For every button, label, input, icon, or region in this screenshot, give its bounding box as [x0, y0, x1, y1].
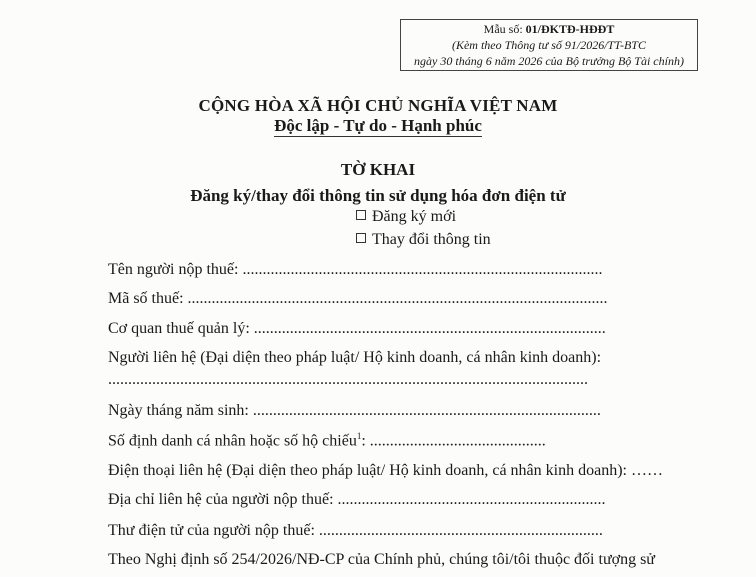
- field-tax-authority[interactable]: Cơ quan thuế quản lý: ........................................................................................: [108, 320, 606, 337]
- field-contact-phone[interactable]: Điện thoại liên hệ (Đại diện theo pháp luật/ Hộ kinh doanh, cá nhân kinh doanh): ……: [108, 462, 663, 479]
- field-contact-person-label: Người liên hệ (Đại diện theo pháp luật/ Hộ kinh doanh, cá nhân kinh doanh):: [108, 349, 602, 366]
- form-circular-ref: (Kèm theo Thông tư số 91/2026/TT-BTC: [451, 38, 646, 52]
- document-title: TỜ KHAI: [340, 160, 416, 179]
- checkbox-icon[interactable]: [356, 210, 366, 220]
- option-label: Đăng ký mới: [372, 208, 457, 225]
- form-code-box: [400, 19, 698, 71]
- field-id-dots: : ............................................: [361, 432, 546, 450]
- checkbox-icon[interactable]: [356, 233, 366, 243]
- field-contact-address[interactable]: Địa chỉ liên hệ của người nộp thuế: ...................................................................: [108, 491, 606, 508]
- field-date-of-birth[interactable]: Ngày tháng năm sinh: .......................................................................................: [108, 402, 601, 419]
- country-name: CỘNG HÒA XÃ HỘI CHỦ NGHĨA VIỆT NAM: [198, 96, 558, 115]
- document-subtitle: Đăng ký/thay đổi thông tin sử dụng hóa đơn điện tử: [190, 186, 566, 205]
- legal-basis-text: Theo Nghị định số 254/2026/NĐ-CP của Chính phủ, chúng tôi/tôi thuộc đối tượng sử: [108, 551, 655, 568]
- national-motto: Độc lập - Tự do - Hạnh phúc: [274, 116, 482, 135]
- field-id-number[interactable]: [108, 431, 546, 450]
- footnote-mark: 1: [356, 431, 362, 441]
- field-taxpayer-name[interactable]: Tên người nộp thuế: ..........................................................................................: [108, 261, 603, 278]
- option-new-registration[interactable]: [356, 208, 456, 226]
- form-code: 01/ĐKTĐ-HĐĐT: [525, 22, 615, 36]
- field-contact-person[interactable]: ........................................................................................................................: [108, 371, 588, 388]
- option-label: Thay đổi thông tin: [372, 231, 491, 248]
- field-tax-code[interactable]: Mã số thuế: .........................................................................................................: [108, 290, 608, 307]
- field-id-label: Số định danh cá nhân hoặc số hộ chiếu: [108, 432, 357, 450]
- form-code-prefix: Mẫu số:: [483, 22, 526, 36]
- field-email[interactable]: Thư điện tử của người nộp thuế: .......................................................................: [108, 522, 603, 539]
- form-circular-date: ngày 30 tháng 6 năm 2026 của Bộ trưởng Bộ Tài chính): [414, 54, 684, 68]
- option-change-info[interactable]: [356, 231, 491, 249]
